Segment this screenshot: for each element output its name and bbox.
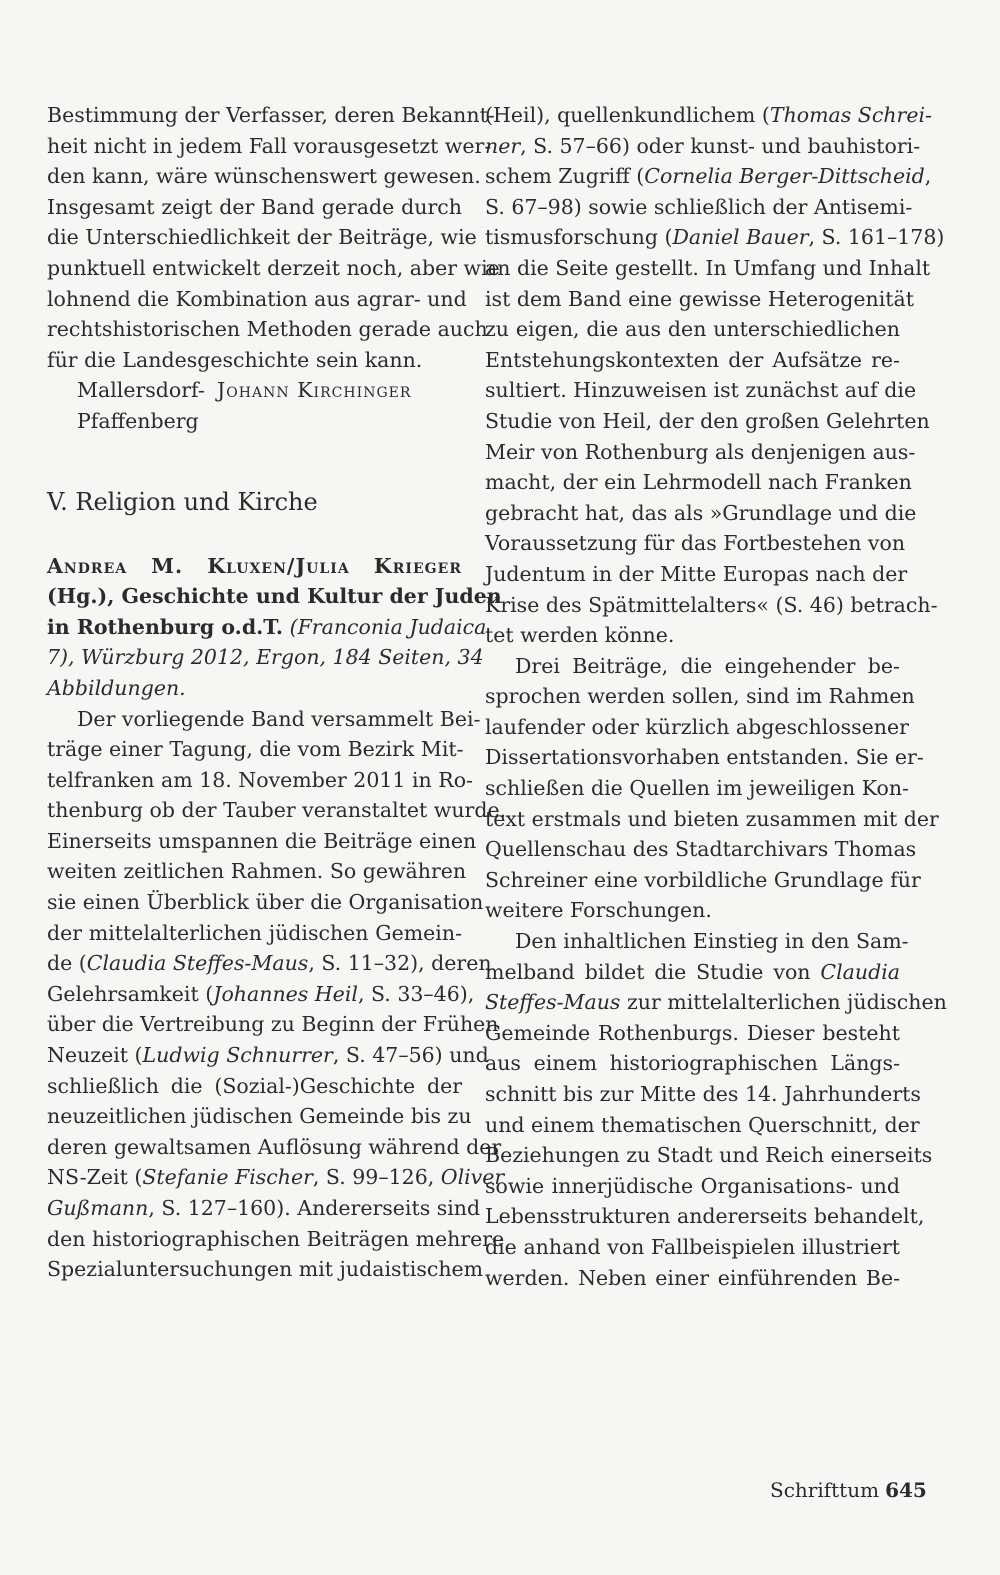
text-line: schem Zugriff (Cornelia Berger-Dittscheid, [485,164,932,189]
text-line: sprochen werden sollen, sind im Rahmen [485,684,915,709]
page-footer [770,1478,927,1502]
text-line: deren gewaltsamen Auflösung während der [47,1134,502,1159]
text-line: thenburg ob der Tauber veranstaltet wurde. [47,798,507,823]
text-line: Gelehrsamkeit (Johannes Heil, S. 33–46), [47,981,475,1006]
running-section-title: Schrifttum [770,1478,880,1502]
text-line: Meir von Rothenburg als denjenigen aus- [485,439,916,464]
text-line: Entstehungskontexten der Aufsätze re- [485,347,900,372]
text-line: Bestimmung der Verfasser, deren Bekannt- [47,103,495,127]
text-line: Spezialuntersuchungen mit judaistischem [47,1257,484,1282]
text-line: träge einer Tagung, die vom Bezirk Mit- [47,737,464,762]
text-line: Der vorliegende Band versammelt Bei- [77,706,481,731]
paragraph-steffes-maus [485,926,947,1293]
text-line: der mittelalterlichen jüdischen Gemein- [47,920,462,945]
text-line: den historiographischen Beiträgen mehrere [47,1226,505,1251]
text-line: macht, der ein Lehrmodell nach Franken [485,470,912,495]
text-line: Quellenschau des Stadtarchivars Thomas [485,837,917,862]
signature-place: Mallersdorf- [77,378,205,403]
text-line: rechtshistorischen Methoden gerade auch [47,317,488,342]
text-line: laufender oder kürzlich abgeschlossener [485,714,909,739]
text-line: für die Landesgeschichte sein kann. [47,347,423,372]
text-line: Judentum in der Mitte Europas nach der [485,561,908,586]
text-line: gebracht hat, das als »Grundlage und die [485,500,917,525]
text-line: telfranken am 18. November 2011 in Ro- [47,767,473,792]
paragraph-continuation [485,100,945,651]
text-line: sie einen Überblick über die Organisation [47,890,484,915]
text-line: den kann, wäre wünschenswert gewesen. [47,164,481,189]
signature-author: Johann Kirchinger [217,378,412,403]
text-line: weiten zeitlichen Rahmen. So gewähren [47,859,467,884]
text-line: sowie innerjüdische Organisations- und [485,1173,900,1198]
text-line: Lebensstrukturen andererseits behandelt, [485,1204,925,1229]
text-line: die Unterschiedlichkeit der Beiträge, wie [47,225,477,250]
entry-title: (Hg.), Geschichte und Kultur der Juden [47,584,502,609]
text-line: schließen die Quellen im jeweiligen Kon- [485,776,909,801]
text-line: Steffes-Maus zur mittelalterlichen jüdischen [485,990,947,1015]
text-line: die anhand von Fallbeispielen illustriert [485,1234,900,1259]
paragraph-overview [47,704,507,1285]
text-line: und einem thematischen Querschnitt, der [485,1112,920,1137]
right-column [485,100,947,1293]
text-line: NS-Zeit (Stefanie Fischer, S. 99–126, Oliver [47,1165,505,1190]
section-heading: V. Religion und Kirche [47,487,318,516]
entry-publication: Abbildungen. [47,675,186,700]
text-line: über die Vertreibung zu Beginn der Frühen [47,1012,499,1037]
review-signature [47,375,462,436]
bibliographic-entry [47,551,502,704]
text-line: Gußmann, S. 127–160). Andererseits sind [47,1196,481,1220]
text-line: ner, S. 57–66) oder kunst- und bauhistori- [485,133,921,158]
text-line: schnitt bis zur Mitte des 14. Jahrhunderts [485,1082,921,1106]
text-line: Beziehungen zu Stadt und Reich einerseits [485,1143,933,1168]
text-line: Studie von Heil, der den großen Gelehrten [485,408,930,433]
text-line: melband bildet die Studie von Claudia [485,959,900,984]
text-line: Drei Beiträge, die eingehender be- [515,653,900,678]
text-line: aus einem historiographischen Längs- [485,1051,900,1076]
page-number: 645 [885,1478,927,1502]
text-line: weitere Forschungen. [485,898,712,923]
text-line: lohnend die Kombination aus agrar- und [47,286,467,311]
text-line: text erstmals und bieten zusammen mit der [485,806,939,831]
text-line: punktuell entwickelt derzeit noch, aber wie [47,255,500,280]
signature-place: Pfaffenberg [77,408,199,433]
text-line: Gemeinde Rothenburgs. Dieser besteht [485,1020,900,1045]
text-line: ist dem Band eine gewisse Heterogenität [485,286,914,311]
paragraph-conclusion [47,100,500,375]
text-line: Voraussetzung für das Fortbestehen von [485,531,906,556]
text-line: Dissertationsvorhaben entstanden. Sie er- [485,745,924,770]
text-line: Einerseits umspannen die Beiträge einen [47,828,477,853]
paragraph-dissertations [485,651,939,926]
text-line: tismusforschung (Daniel Bauer, S. 161–178) [485,225,945,250]
text-line: tet werden könne. [485,623,675,648]
entry-series: (Franconia Judaica [289,614,487,639]
text-line: S. 67–98) sowie schließlich der Antisemi- [485,194,913,219]
text-line: zu eigen, die aus den unterschiedlichen [485,317,900,342]
text-line: Neuzeit (Ludwig Schnurrer, S. 47–56) und [47,1043,489,1068]
text-line: Den inhaltlichen Einstieg in den Sam- [515,929,909,954]
text-line: (Heil), quellenkundlichem (Thomas Schrei- [485,103,932,127]
text-line: Krise des Spätmittelalters« (S. 46) betrach- [485,592,938,617]
text-line: schließlich die (Sozial-)Geschichte der [47,1073,462,1098]
text-line: heit nicht in jedem Fall vorausgesetzt wer- [47,133,492,158]
text-line: werden. Neben einer einführenden Be- [485,1265,900,1290]
text-line: neuzeitlichen jüdischen Gemeinde bis zu [47,1104,472,1129]
text-line: Schreiner eine vorbildliche Grundlage für [485,867,921,892]
text-line: Insgesamt zeigt der Band gerade durch [47,194,462,219]
entry-publication: 7), Würzburg 2012, Ergon, 184 Seiten, 34 [47,645,484,670]
text-line: an die Seite gestellt. In Umfang und Inhalt [485,255,931,280]
entry-authors: Andrea M. Kluxen/Julia Krieger [47,553,462,578]
text-line: sultiert. Hinzuweisen ist zunächst auf die [485,378,917,403]
left-column [47,100,507,1285]
entry-title: in Rothenburg o.d.T. [47,614,284,639]
text-line: de (Claudia Steffes-Maus, S. 11–32), deren [47,951,492,976]
